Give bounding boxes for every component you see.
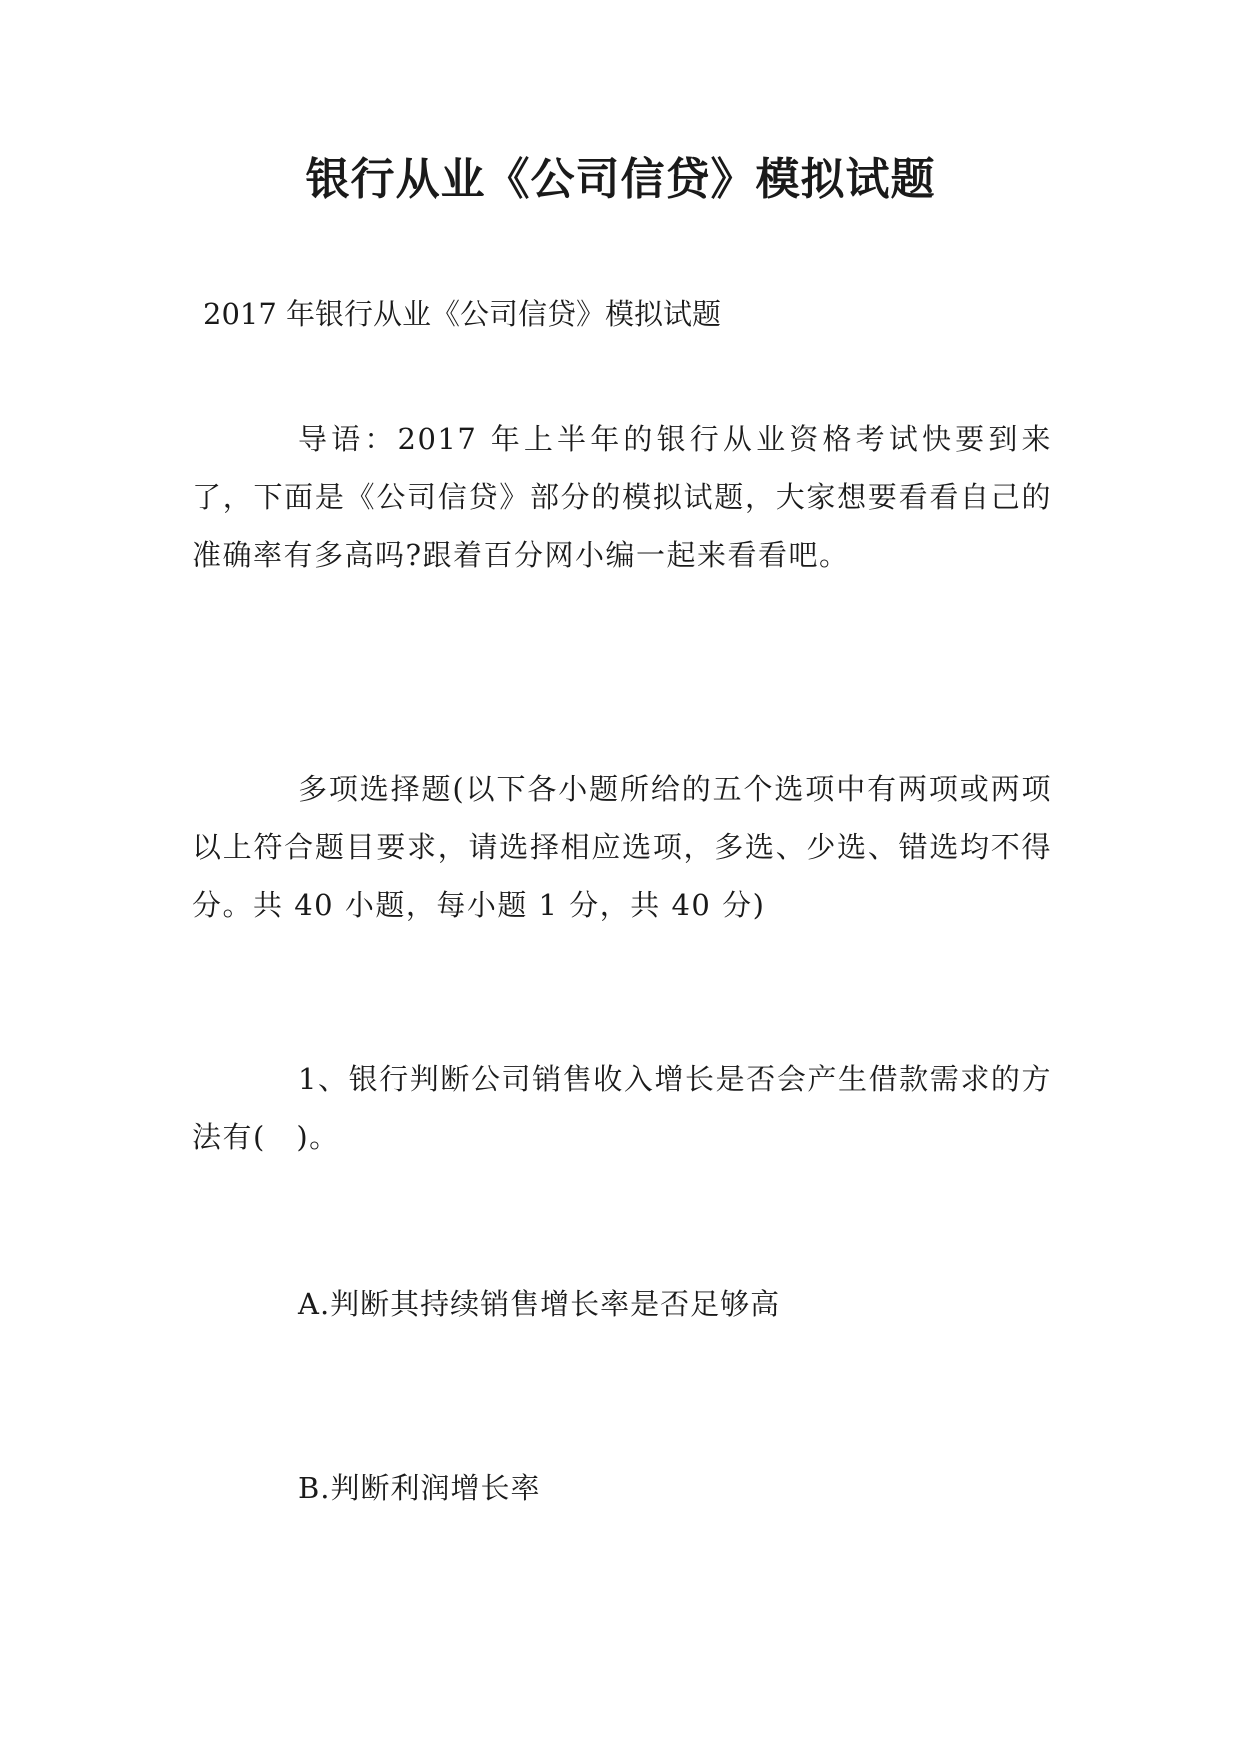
option-a: A.判断其持续销售增长率是否足够高 (298, 1287, 781, 1321)
document-title: 银行从业《公司信贷》模拟试题 (305, 154, 936, 205)
option-b: B.判断利润增长率 (298, 1471, 541, 1505)
section-heading: 多项选择题(以下各小题所给的五个选项中有两项或两项以上符合题目要求，请选择相应选项，多选、少选、错选均不得分。共 40 小题，每小题 1 分，共 40 分) (192, 772, 1052, 922)
intro-paragraph: 导语：2017 年上半年的银行从业资格考试快要到来了，下面是《公司信贷》部分的模拟试题，大家想要看看自己的准确率有多高吗?跟着百分网小编一起来看看吧。 (192, 422, 1052, 572)
question-1: 1、银行判断公司销售收入增长是否会产生借款需求的方法有( )。 (192, 1062, 1052, 1154)
document-subtitle: 2017 年银行从业《公司信贷》模拟试题 (203, 297, 722, 331)
